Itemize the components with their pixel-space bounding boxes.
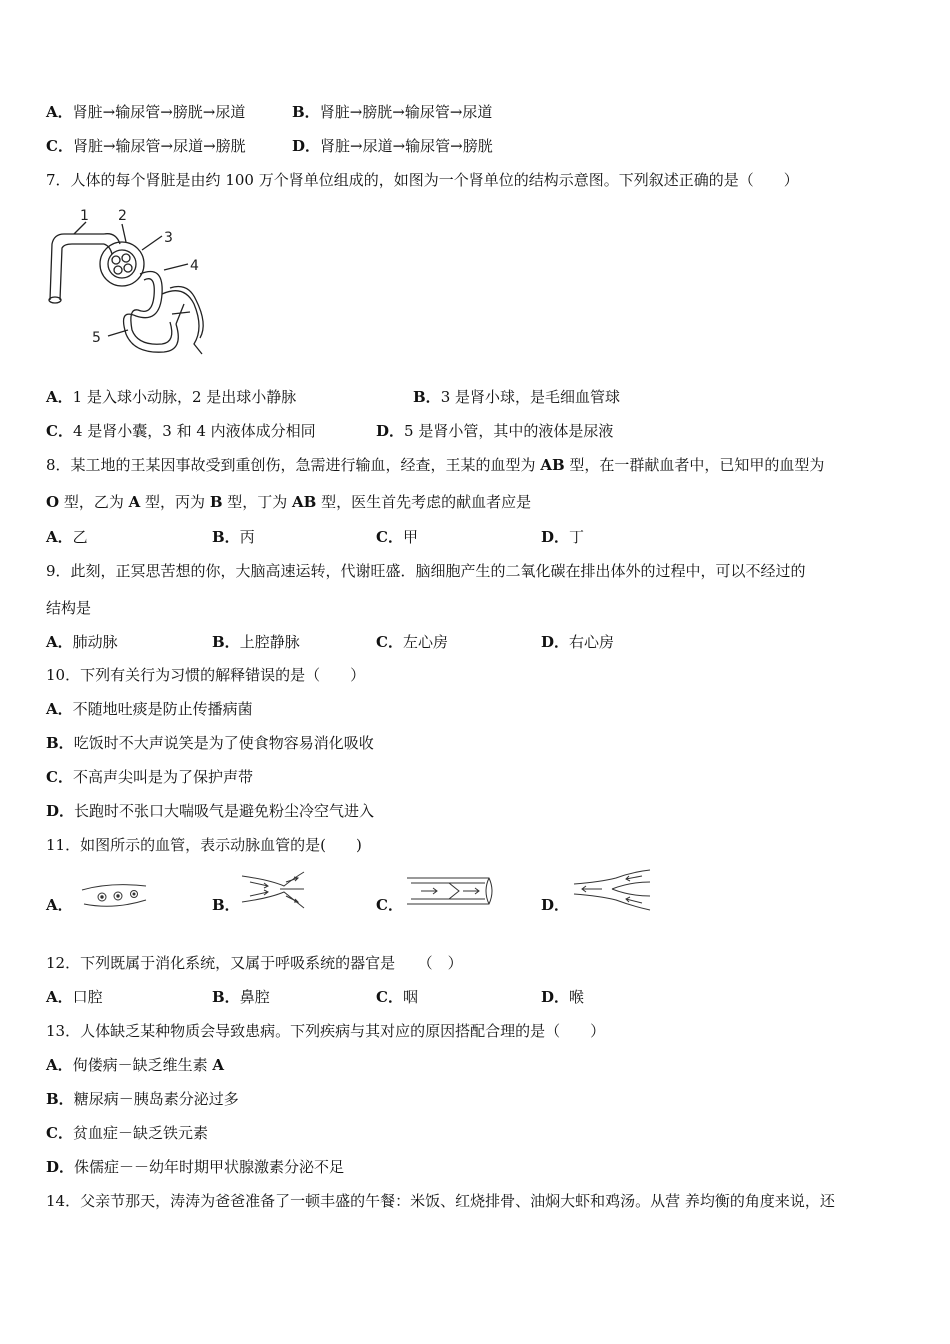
q6-option-c [46,136,246,156]
option-letter: C． [46,422,73,440]
option-text: 侏儒症－－幼年时期甲状腺激素分泌不足 [74,1158,345,1176]
q8-stem-line-2 [46,492,531,512]
stem-part: 型，丁为 [222,493,293,511]
option-letter: B． [212,633,240,651]
option-letter: A． [46,388,73,406]
q8-option-d [541,527,584,547]
q13-option-a [46,1055,224,1075]
nephron-figure [44,204,214,366]
option-letter: D． [46,802,75,820]
stem-part: AB [292,493,317,511]
figure-label-4: 4 [190,258,199,274]
option-letter: B． [292,103,320,121]
option-text: 喉 [569,988,585,1006]
option-letter: C． [376,528,403,546]
q6-option-a [46,102,245,122]
option-text: 口腔 [72,988,103,1006]
q7-option-a [46,387,296,407]
stem-part: O [46,493,60,511]
option-text: 不随地吐痰是防止传播病菌 [72,700,253,718]
q9-option-c [376,632,448,652]
option-letter: A． [46,103,73,121]
q11-stem: 11．如图所示的血管，表示动脉血管的是( ) [46,836,362,854]
q10-option-b [46,733,374,753]
q9-stem-line-2: 结构是 [46,599,92,617]
option-text: 肾脏→膀胱→输尿管→尿道 [319,103,493,121]
option-text: 乙 [72,528,88,546]
option-letter: B． [46,1090,74,1108]
option-letter: D． [292,137,321,155]
q13-option-d [46,1157,344,1177]
q10-option-a [46,699,253,719]
q11-option-a-letter [46,895,73,915]
stem-part: 8．某工地的王某因事故受到重创伤，急需进行输血，经查，王某的血型为 [46,456,541,474]
vessel-converging-figure [240,870,306,910]
vessel-capillary-figure [80,880,150,910]
option-text: 丙 [239,528,255,546]
option-letter: C． [46,1124,73,1142]
stem-part: B [209,493,223,511]
q7-option-d [376,421,613,441]
option-letter: A． [46,700,73,718]
q11-option-d-letter [541,895,569,915]
q11-option-c-letter [376,895,403,915]
option-text: 甲 [402,528,418,546]
vessel-branching-figure [572,866,654,912]
vessel-with-valve-figure [405,874,497,908]
option-text: 长跑时不张口大喘吸气是避免粉尘冷空气进入 [74,802,375,820]
q10-option-d [46,801,374,821]
option-text: 右心房 [569,633,615,651]
option-letter: D． [541,633,570,651]
q9-option-b [212,632,300,652]
option-letter: C． [46,137,73,155]
option-letter: A． [46,896,73,914]
stem-part: A [128,493,141,511]
q8-option-c [376,527,418,547]
q10-option-c [46,767,253,787]
option-text: 丁 [569,528,585,546]
option-text: 咽 [402,988,418,1006]
stem-part: AB [540,456,565,474]
option-letter: C． [46,768,73,786]
option-text: 3 是肾小球，是毛细血管球 [440,388,621,406]
q14-stem: 14．父亲节那天，涛涛为爸爸准备了一顿丰盛的午餐：米饭、红烧排骨、油焖大虾和鸡汤。从营 养均衡的角度来说，还 [46,1192,835,1210]
q12-stem: 12．下列既属于消化系统，又属于呼吸系统的器官是 （ ） [46,954,463,972]
option-text: 1 是入球小动脉，2 是出球小静脉 [72,388,297,406]
stem-part: 型，丙为 [140,493,210,511]
option-text: 5 是肾小管，其中的液体是尿液 [404,422,614,440]
q13-stem: 13．人体缺乏某种物质会导致患病。下列疾病与其对应的原因搭配合理的是（ ） [46,1022,606,1040]
stem-part: 型，乙为 [59,493,129,511]
option-text: 左心房 [402,633,448,651]
option-text: 鼻腔 [239,988,270,1006]
option-letter: B． [212,528,240,546]
option-letter: B． [413,388,441,406]
q12-option-c [376,987,418,1007]
q11-option-b-letter [212,895,240,915]
option-letter: C． [376,988,403,1006]
option-letter: C． [376,896,403,914]
q6-option-d [292,136,493,156]
q13-option-b [46,1089,239,1109]
q9-option-d [541,632,614,652]
option-text: 佝偻病－缺乏维生素 [72,1056,213,1074]
option-text: 贫血症－缺乏铁元素 [72,1124,208,1142]
option-letter: C． [376,633,403,651]
option-text-tail: A [212,1056,225,1074]
option-text: 4 是肾小囊，3 和 4 内液体成分相同 [72,422,316,440]
option-letter: D． [376,422,405,440]
option-text: 肾脏→尿道→输尿管→膀胱 [320,137,493,155]
q9-option-a [46,632,118,652]
option-letter: D． [541,528,570,546]
q12-option-a [46,987,103,1007]
option-letter: A． [46,1056,73,1074]
q8-option-a [46,527,88,547]
figure-label-2: 2 [118,208,127,224]
option-letter: B． [212,988,240,1006]
option-letter: D． [541,988,570,1006]
q7-option-c [46,421,316,441]
option-text: 肾脏→输尿管→尿道→膀胱 [72,137,246,155]
q7-stem: 7．人体的每个肾脏是由约 100 万个肾单位组成的，如图为一个肾单位的结构示意图。下列叙述正确的是（ ） [46,171,799,189]
option-letter: A． [46,528,73,546]
q9-stem-line-1: 9．此刻，正冥思苦想的你，大脑高速运转，代谢旺盛．脑细胞产生的二氧化碳在排出体外的过程中，可以不经过的 [46,562,806,580]
stem-part: 型，医生首先考虑的献血者应是 [316,493,532,511]
figure-label-1: 1 [80,208,89,224]
q12-option-b [212,987,270,1007]
option-letter: D． [541,896,570,914]
option-text: 吃饭时不大声说笑是为了使食物容易消化吸收 [73,734,374,752]
option-text: 上腔静脉 [239,633,300,651]
figure-label-3: 3 [164,230,173,246]
stem-part: 型，在一群献血者中，已知甲的血型为 [564,456,825,474]
option-text: 糖尿病－胰岛素分泌过多 [73,1090,239,1108]
option-letter: A． [46,988,73,1006]
option-text: 不高声尖叫是为了保护声带 [72,768,253,786]
option-letter: D． [46,1158,75,1176]
option-letter: A． [46,633,73,651]
q6-option-b [292,102,492,122]
q10-stem: 10．下列有关行为习惯的解释错误的是（ ） [46,666,366,684]
q13-option-c [46,1123,208,1143]
option-text: 肾脏→输尿管→膀胱→尿道 [72,103,246,121]
figure-label-5: 5 [92,330,101,346]
option-letter: B． [46,734,74,752]
q8-option-b [212,527,255,547]
option-letter: B． [212,896,240,914]
q7-option-b [413,387,620,407]
q12-option-d [541,987,584,1007]
q8-stem-line-1 [46,455,824,475]
option-text: 肺动脉 [72,633,118,651]
